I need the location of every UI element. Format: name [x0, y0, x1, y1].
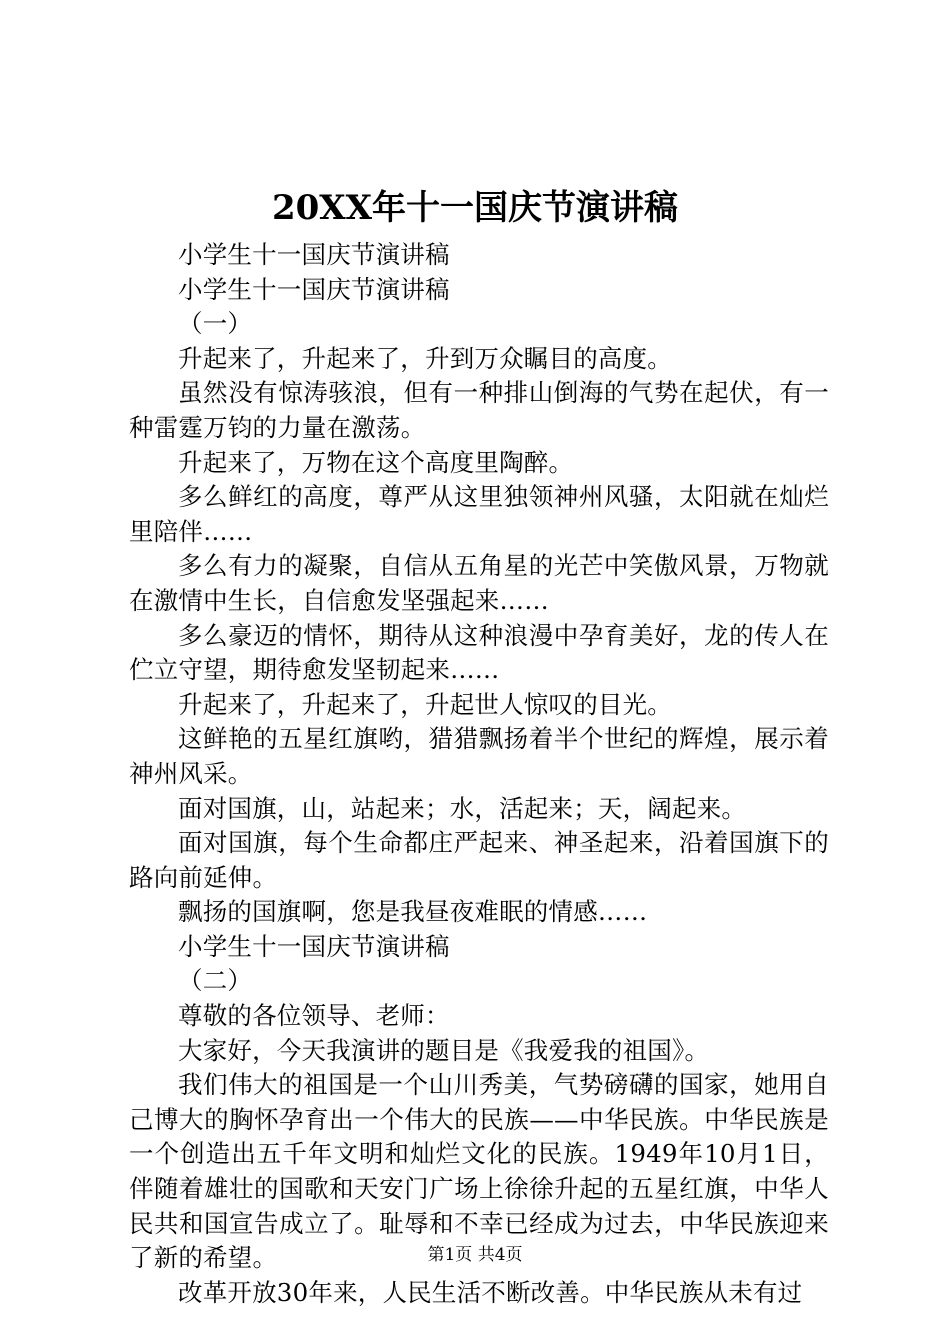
- document-title: 20XX年十一国庆节演讲稿: [271, 188, 679, 228]
- paragraph: 虽然没有惊涛骇浪，但有一种排山倒海的气势在起伏，有一种雷霆万钧的力量在激荡。: [129, 378, 829, 442]
- paragraph: （二）: [178, 966, 253, 996]
- paragraph: 多么豪迈的情怀，期待从这种浪漫中孕育美好，龙的传人在伫立守望，期待愈发坚韧起来……: [129, 620, 829, 685]
- document-body: [129, 238, 829, 1310]
- paragraph: 这鲜艳的五星红旗哟，猎猎飘扬着半个世纪的辉煌，展示着神州风采。: [129, 724, 829, 788]
- paragraph: 多么有力的凝聚，自信从五角星的光芒中笑傲风景，万物就在激情中生长，自信愈发坚强起来……: [129, 551, 829, 615]
- page-footer: 第1页 共4页: [427, 1245, 523, 1265]
- paragraph: 改革开放30年来，人民生活不断改善。中华民族从未有过: [178, 1277, 803, 1307]
- paragraph: 小学生十一国庆节演讲稿: [178, 240, 450, 269]
- paragraph: 升起来了，升起来了，升到万众瞩目的高度。: [178, 343, 672, 373]
- paragraph: 升起来了，万物在这个高度里陶醉。: [178, 447, 574, 477]
- paragraph: 飘扬的国旗啊，您是我昼夜难眠的情感……: [178, 897, 648, 927]
- paragraph: 小学生十一国庆节演讲稿: [178, 274, 450, 304]
- paragraph: 面对国旗，每个生命都庄严起来、神圣起来，沿着国旗下的路向前延伸。: [129, 828, 829, 892]
- paragraph: 尊敬的各位领导、老师：: [178, 1001, 450, 1031]
- paragraph: 面对国旗，山，站起来；水，活起来；天，阔起来。: [178, 793, 747, 823]
- paragraph: （一）: [178, 309, 253, 339]
- paragraph: 我们伟大的祖国是一个山川秀美，气势磅礴的国家，她用自己博大的胸怀孕育出一个伟大的民族——中华民族。中华民族是一个创造出五千年文明和灿烂文化的民族。1949年10月1日，伴随着雄壮的国歌和天安门广场上徐徐升起的五星红旗，中华人民共和国宣告成立了。耻辱和不幸已经成为过去，中华民族迎来了新的希望。: [129, 1070, 829, 1273]
- paragraph: 大家好，今天我演讲的题目是《我爱我的祖国》。: [178, 1035, 710, 1065]
- paragraph: 小学生十一国庆节演讲稿: [178, 931, 450, 961]
- paragraph: 升起来了，升起来了，升起世人惊叹的目光。: [178, 689, 672, 719]
- paragraph: 多么鲜红的高度，尊严从这里独领神州风骚，太阳就在灿烂里陪伴……: [129, 482, 829, 546]
